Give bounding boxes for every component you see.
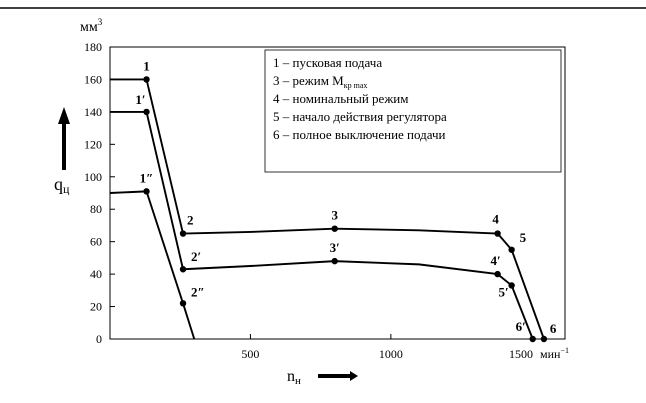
legend-entry: 3 – режим $М_{кр max}$ [273,73,368,90]
data-point-label: 1 [143,58,150,74]
data-point [530,336,536,342]
data-point [508,247,514,253]
data-point [180,300,186,306]
data-point-label: 5′ [498,284,509,300]
x-unit-label: мин$^{-1}$ [540,346,569,361]
legend-entry: 4 – номинальный режим [273,91,409,106]
series-line [110,112,533,339]
data-point-label: 6 [549,321,557,336]
legend-entry: 6 – полное выключение подачи [273,127,446,142]
data-point-label: 2 [187,212,194,228]
data-point [143,109,149,115]
y-unit-label: $мм^3$ [80,17,103,35]
y-tick-label: 40 [90,267,102,282]
y-tick-label: 120 [84,137,102,152]
y-axis-arrow [58,107,70,170]
data-point [541,336,547,342]
legend-items [273,55,447,142]
x-axis-arrow [318,371,358,381]
y-tick-label: 180 [84,40,102,54]
x-ticks [241,334,531,361]
data-point-label: 4 [492,211,499,227]
data-point-label: 3 [331,207,338,223]
data-point [180,266,186,272]
data-point [494,230,500,236]
x-tick-label: 500 [241,347,260,361]
x-axis-label-text: nн [287,368,301,387]
data-point-label: 2″ [191,284,205,300]
data-point-label: 1′ [135,91,146,107]
y-tick-label: 20 [90,299,102,314]
x-tick-label: 1000 [378,347,403,361]
data-point [331,225,337,231]
data-point-label: 5 [519,229,527,245]
data-point [143,188,149,194]
data-point [143,76,149,82]
data-point-label: 2′ [191,249,202,265]
y-tick-label: 140 [84,104,102,119]
x-axis-label [287,368,358,387]
y-tick-label: 160 [84,72,102,87]
data-point [508,282,514,288]
legend-entry: 5 – начало действия регулятора [273,109,447,124]
legend-entry: 1 – пусковая подача [273,55,383,70]
data-point-label: 4′ [490,253,501,269]
data-point [331,258,337,264]
y-axis-label [54,107,70,196]
data-point [494,271,500,277]
data-point-label: 3′ [329,240,340,256]
data-point [180,230,186,236]
y-tick-label: 60 [90,234,102,249]
y-axis-label-text: qц [54,174,70,196]
x-last-tick-label: 1500 [509,347,533,361]
y-tick-label: 0 [96,332,102,346]
y-tick-label: 100 [84,169,102,184]
data-point-label: 6′ [515,319,526,334]
data-point-label: 1″ [139,170,154,186]
y-tick-label: 80 [90,202,102,217]
